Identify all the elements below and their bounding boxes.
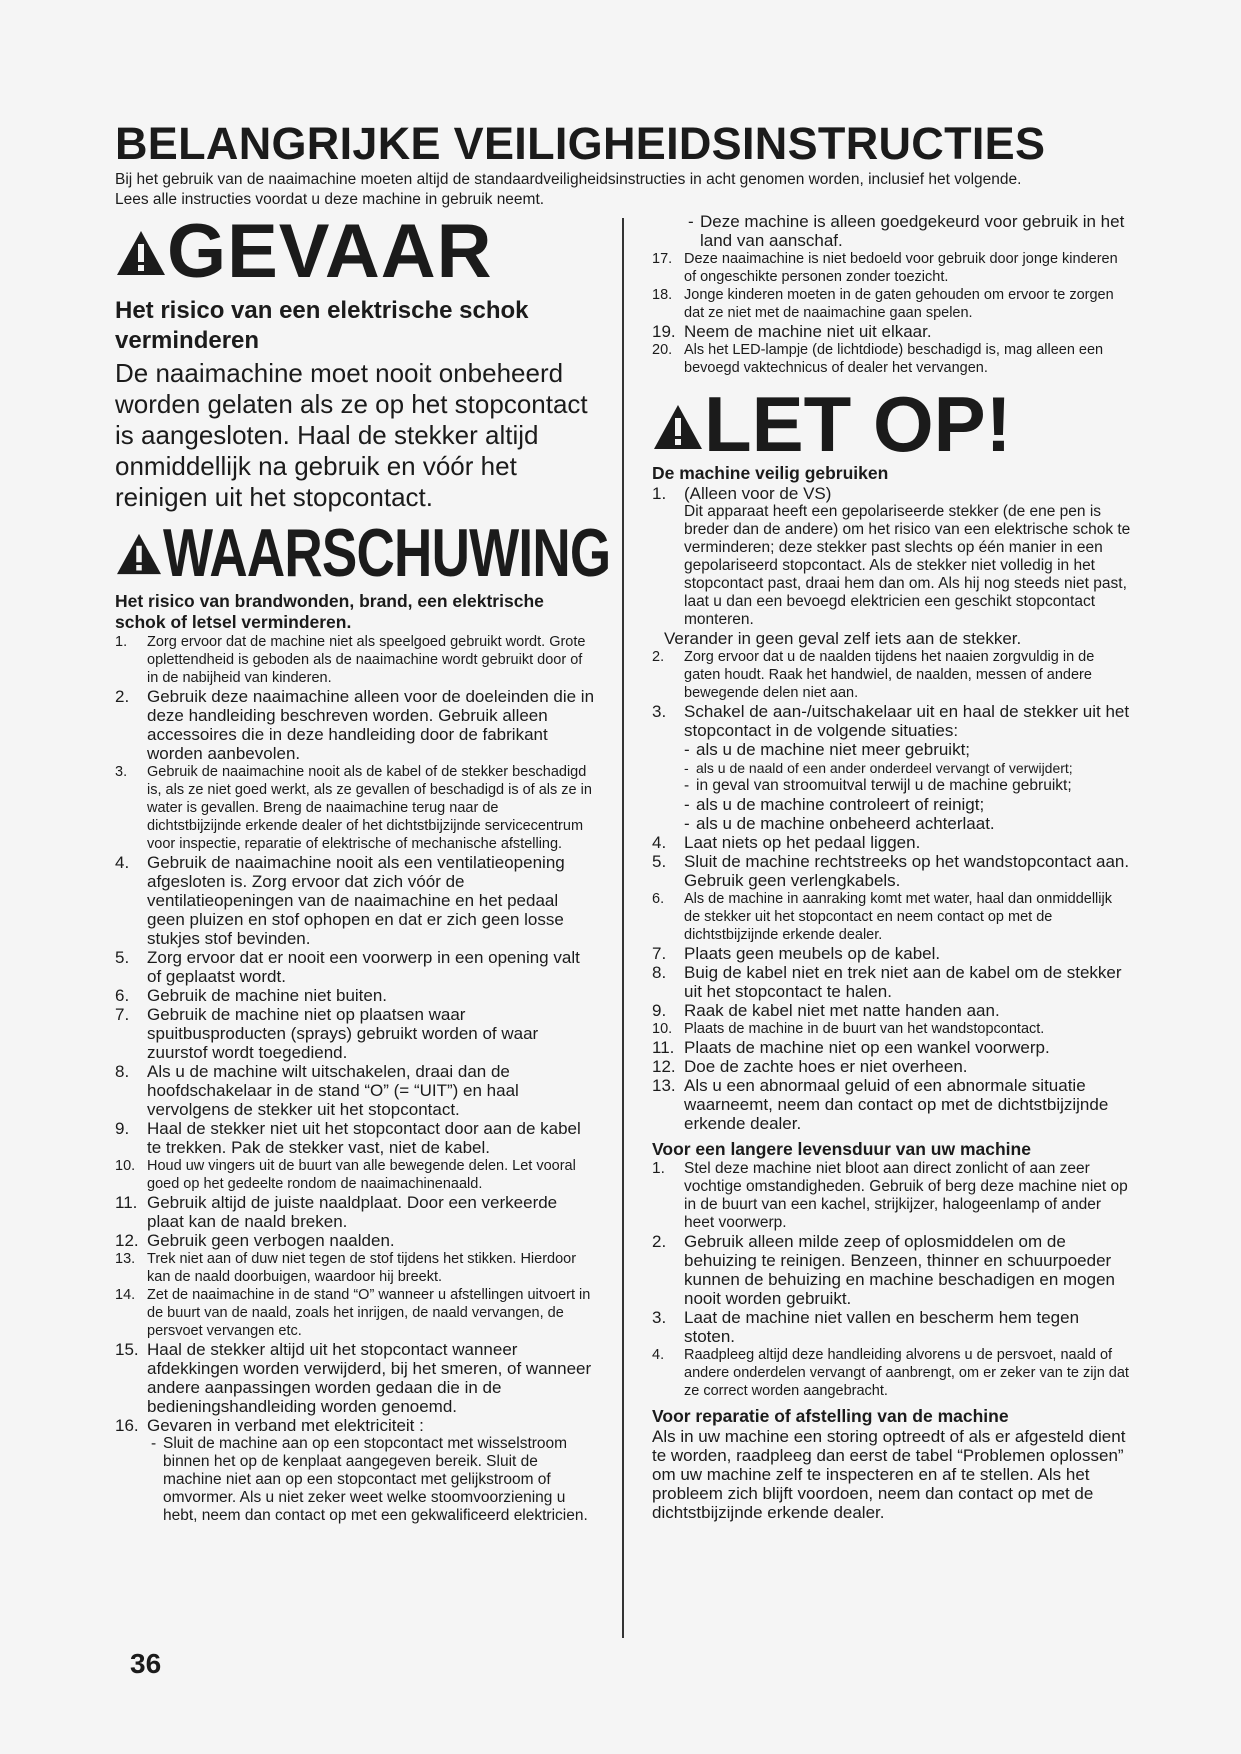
list-item: 6. Als de machine in aanraking komt met water, haal dan onmiddellijk de stekker uit het stopcontact en neem contact op met de dichtstbijzijnde erkende dealer.	[652, 891, 1112, 943]
list-item: 5. Sluit de machine rechtstreeks op het wandstopcontact aan. Gebruik geen verlengkabels.	[652, 852, 1130, 890]
dash-item: - als u de machine onbeheerd achterlaat.	[684, 814, 1132, 833]
list-item: 7. Plaats geen meubels op de kabel.	[652, 944, 941, 963]
dash-item: - Deze machine is alleen goedgekeurd voor gebruik in het land van aanschaf.	[688, 212, 1132, 250]
caution-item1-tail: Verander in geen geval zelf iets aan de stekker.	[664, 629, 1022, 648]
repair-heading: Voor reparatie of afstelling van de machine	[652, 1406, 1009, 1426]
warning-triangle-icon	[115, 519, 163, 587]
warning-triangle-icon	[115, 214, 167, 290]
dash-item: - als u de machine controleert of reinigt;	[684, 795, 1132, 814]
list-item: 6. Gebruik de machine niet buiten.	[115, 986, 388, 1005]
warning-list-continued	[652, 250, 1132, 377]
intro-line-1: Bij het gebruik van de naaimachine moeten altijd de standaardveiligheidsinstructies in acht genomen worden, inclusief het volgende.	[115, 171, 1022, 188]
list-item: 1. Zorg ervoor dat de machine niet als speelgoed gebruikt wordt. Grote oplettendheid is geboden als de naaimachine wordt gebruikt door of in de nabijheid van kinderen.	[115, 634, 586, 686]
danger-subheading: Het risico van een elektrische schok verminderen	[115, 297, 529, 354]
list-item: 11. Plaats de machine niet op een wankel voorwerp.	[652, 1038, 1050, 1057]
list-item: 10. Plaats de machine in de buurt van het wandstopcontact.	[652, 1021, 1045, 1037]
caution-list-continued	[652, 648, 1132, 1133]
list-item: 3. Schakel de aan-/uitschakelaar uit en haal de stekker uit het stopcontact in de volgende situaties: - als u de machine niet meer gebruikt; - als u de naald of een ander onderdeel vervangt of verwijdert; - in geval van stroomuitval terwijl u de machine gebruikt; - als u de machine controleert of reinigt; - als u de machine onbeheerd achterlaat.	[652, 702, 1132, 833]
list-item: 3. Gebruik de naaimachine nooit als de kabel of de stekker beschadigd is, als ze niet goed werkt, als ze gevallen of beschadigd is of als ze in water is gevallen. Breng de naaimachine terug naar de dichtstbijzijnde erkende dealer of het dichtstbijzijnde servicecentrum voor inspectie, reparatie of elektrische of mechanische afstelling.	[115, 764, 592, 852]
page-title: BELANGRIJKE VEILIGHEIDSINSTRUCTIES	[115, 118, 1046, 169]
dash-item: - als u de naald of een ander onderdeel vervangt of verwijdert;	[684, 759, 1132, 777]
list-item: 8. Als u de machine wilt uitschakelen, draai dan de hoofdschakelaar in de stand “O” (= “UIT”) en haal vervolgens de stekker uit het stopcontact.	[115, 1062, 519, 1119]
list-item: 14. Zet de naaimachine in de stand “O” wanneer u afstellingen uitvoert in de buurt van de naald, zoals het inrijgen, de naald vervangen, de persvoet vervangen etc.	[115, 1287, 591, 1339]
list-item: 4. Raadpleeg altijd deze handleiding alvorens u de persvoet, naald of andere onderdelen vervangt of aanbrengt, om er zeker van te zijn dat ze correct worden aangebracht.	[652, 1347, 1129, 1399]
list-item: 9. Haal de stekker niet uit het stopcontact door aan de kabel te trekken. Pak de stekker vast, niet de kabel.	[115, 1119, 581, 1157]
list-item: 17. Deze naaimachine is niet bedoeld voor gebruik door jonge kinderen of ongeschikte personen zonder toezicht.	[652, 251, 1118, 285]
longevity-heading: Voor een langere levensduur van uw machine	[652, 1139, 1031, 1159]
list-item: 10. Houd uw vingers uit de buurt van alle bewegende delen. Let vooral goed op het gedeelte rondom de naaimachinenaald.	[115, 1158, 576, 1192]
dash-item: - in geval van stroomuitval terwijl u de machine gebruikt;	[684, 777, 1132, 795]
list-item: 13. Trek niet aan of duw niet tegen de stof tijdens het stikken. Hierdoor kan de naald doorbuigen, waardoor hij breekt.	[115, 1251, 577, 1285]
list-item: 2. Zorg ervoor dat u de naalden tijdens het naaien zorgvuldig in de gaten houdt. Raak het handwiel, de naalden, messen of andere bewegende delen niet aan.	[652, 649, 1095, 701]
warning-heading-text: WAARSCHUWING	[163, 515, 611, 591]
intro	[115, 170, 1165, 210]
list-item: 15. Haal de stekker altijd uit het stopcontact wanneer afdekkingen worden verwijderd, bij het smeren, of wanneer andere aanpassingen worden gedaan die in de bedieningshandleiding worden genoemd.	[115, 1340, 592, 1416]
caution-heading-text: LET OP!	[704, 380, 1012, 468]
warning-subheading: Het risico van brandwonden, brand, een elektrische schok of letsel verminderen.	[115, 591, 544, 632]
danger-text: De naaimachine moet nooit onbeheerd worden gelaten als ze op het stopcontact is aangesloten. Haal de stekker altijd onmiddellijk na gebruik en vóór het reinigen uit het stopcontact.	[115, 358, 588, 512]
page-number: 36	[130, 1648, 162, 1679]
left-column	[115, 209, 611, 1525]
longevity-list	[652, 1160, 1132, 1400]
repair-text: Als in uw machine een storing optreedt of als er afgesteld dient te worden, raadpleeg dan eerst de tabel “Problemen oplossen” om uw machine zelf te inspecteren en af te stellen. Als het probleem zich blijft voordoen, neem dan contact op met de dichtstbijzijnde erkende dealer.	[652, 1427, 1126, 1522]
list-item: 4. Laat niets op het pedaal liggen.	[652, 833, 921, 852]
list-item: 2. Gebruik deze naaimachine alleen voor de doeleinden die in deze handleiding beschreven worden. Gebruik alleen accessoires die in deze handleiding door de fabrikant worden aanbevolen.	[115, 687, 595, 763]
caution-item1-text: Dit apparaat heeft een gepolariseerde stekker (de ene pen is breder dan de andere) om het risico van een elektrische schok te verminderen; deze stekker past slechts op één manier in een gepolariseerd stopcontact. Als de stekker niet volledig in het stopcontact past, draai hem dan om. Als hij nog steeds niet past, laat u dan een bevoegd elektricien een geschikt stopcontact monteren.	[684, 503, 1131, 628]
list-item: 18. Jonge kinderen moeten in de gaten gehouden om ervoor te zorgen dat ze niet met de naaimachine gaan spelen.	[652, 287, 1114, 321]
column-divider	[622, 218, 624, 1638]
dash-item: - Sluit de machine aan op een stopcontact met wisselstroom binnen het op de kenplaat aangegeven bereik. Sluit de machine niet aan op een stopcontact met gelijkstroom of omvormer. Als u niet zeker weet welke stoomvoorziening u hebt, neem dan contact op met een gekwalificeerd elektricien.	[151, 1435, 595, 1525]
list-item: 12. Gebruik geen verbogen naalden.	[115, 1231, 395, 1250]
list-item: 2. Gebruik alleen milde zeep of oplosmiddelen om de behuizing te reinigen. Benzeen, thinner en schuurpoeder kunnen de behuizing en machine beschadigen en mogen nooit worden gebruikt.	[652, 1232, 1115, 1308]
danger-heading	[115, 209, 595, 294]
list-item: 20. Als het LED-lampje (de lichtdiode) beschadigd is, mag alleen een bevoegd vaktechnicus of dealer het vervangen.	[652, 342, 1104, 376]
caution-list	[652, 484, 1132, 629]
list-item: 8. Buig de kabel niet en trek niet aan de kabel om de stekker uit het stopcontact te halen.	[652, 963, 1122, 1001]
caution-heading	[652, 380, 1132, 468]
warning-triangle-icon	[652, 385, 704, 463]
warning-list	[115, 633, 595, 1525]
list-item: 16. Gevaren in verband met elektriciteit : - Sluit de machine aan op een stopcontact met wisselstroom binnen het op de kenplaat aangegeven bereik. Sluit de machine niet aan op een stopcontact met gelijkstroom of omvormer. Als u niet zeker weet welke stoomvoorziening u hebt, neem dan contact op met een gekwalificeerd elektricien.	[115, 1416, 595, 1525]
list-item: 9. Raak de kabel niet met natte handen aan.	[652, 1001, 1000, 1020]
list-item: 19. Neem de machine niet uit elkaar.	[652, 322, 932, 341]
list-item: 11. Gebruik altijd de juiste naaldplaat. Door een verkeerde plaat kan de naald breken.	[115, 1193, 558, 1231]
list-item: 12. Doe de zachte hoes er niet overheen.	[652, 1057, 968, 1076]
list-item: 1. Stel deze machine niet bloot aan direct zonlicht of aan zeer vochtige omstandigheden. Gebruik of berg deze machine niet op in de buurt van een kachel, strijkijzer, halogeenlamp of ander heet voorwerp.	[652, 1160, 1128, 1231]
list-item: 13. Als u een abnormaal geluid of een abnormale situatie waarneemt, neem dan contact op met de dichtstbijzijnde erkende dealer.	[652, 1076, 1109, 1133]
list-item: 5. Zorg ervoor dat er nooit een voorwerp in een opening valt of geplaatst wordt.	[115, 948, 580, 986]
warning-heading	[115, 515, 611, 591]
intro-line-2: Lees alle instructies voordat u deze machine in gebruik neemt.	[115, 191, 545, 208]
list-item: 3. Laat de machine niet vallen en bescherm hem tegen stoten.	[652, 1308, 1080, 1346]
list-item: 1. (Alleen voor de VS) Dit apparaat heeft een gepolariseerde stekker (de ene pen is breder dan de andere) om het risico van een elektrische schok te verminderen; deze stekker past slechts op één manier in een gepolariseerd stopcontact. Als de stekker niet volledig in het stopcontact past, draai hem dan om. Als hij nog steeds niet past, laat u dan een bevoegd elektricien een geschikt stopcontact monteren.	[652, 484, 1131, 628]
dash-item: - als u de machine niet meer gebruikt;	[684, 740, 1132, 759]
right-column	[652, 212, 1132, 1522]
list-item: 4. Gebruik de naaimachine nooit als een ventilatieopening afgesloten is. Zorg ervoor dat zich vóór de ventilatieopeningen van de naaimachine en het pedaal geen pluizen en stof ophopen en dat er zich geen losse stukjes stof bevinden.	[115, 853, 565, 948]
danger-heading-text: GEVAAR	[167, 209, 493, 294]
caution-subheading: De machine veilig gebruiken	[652, 463, 889, 483]
list-item: 7. Gebruik de machine niet op plaatsen waar spuitbusproducten (sprays) gebruikt worden of waar zuurstof wordt toegediend.	[115, 1005, 539, 1062]
